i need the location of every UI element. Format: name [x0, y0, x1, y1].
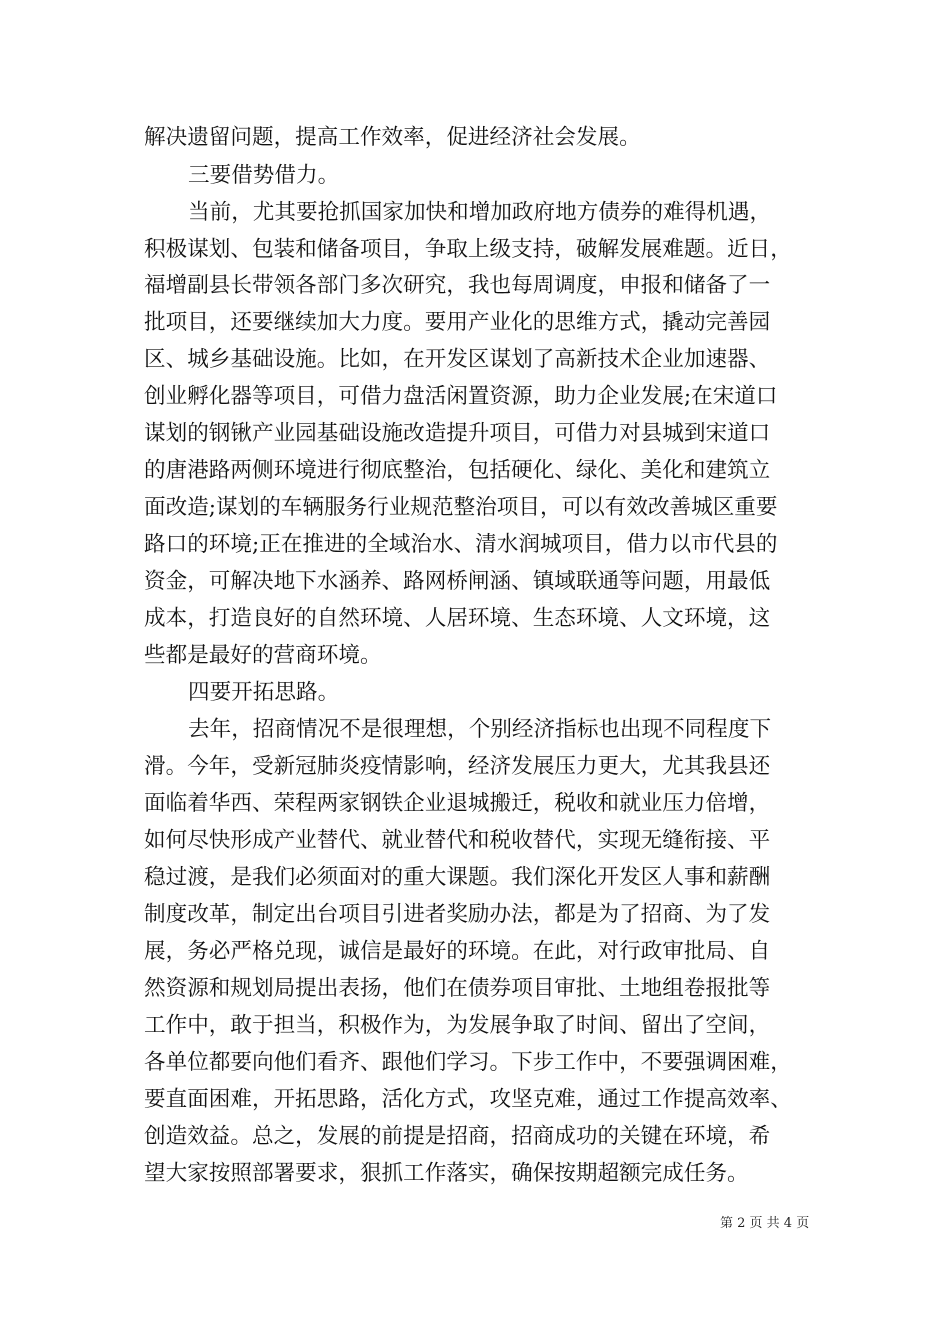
text-line: 当前，尤其要抢抓国家加快和增加政府地方债券的难得机遇， — [188, 200, 772, 225]
text-line: 批项目，还要继续加大力度。要用产业化的思维方式，撬动完善园 — [144, 310, 771, 335]
text-line: 面改造;谋划的车辆服务行业规范整治项目，可以有效改善城区重要 — [144, 495, 778, 520]
text-line: 展，务必严格兑现，诚信是最好的环境。在此，对行政审批局、自 — [144, 939, 771, 964]
section-heading: 四要开拓思路。 — [188, 680, 340, 705]
text-line: 的唐港路两侧环境进行彻底整治，包括硬化、绿化、美化和建筑立 — [144, 458, 771, 483]
text-line: 面临着华西、荣程两家钢铁企业退城搬迁，税收和就业压力倍增， — [144, 791, 771, 816]
text-line: 些都是最好的营商环境。 — [144, 643, 382, 668]
text-line: 资金，可解决地下水涵养、路网桥闸涵、镇域联通等问题，用最低 — [144, 569, 771, 594]
text-line: 福增副县长带领各部门多次研究，我也每周调度，申报和储备了一 — [144, 273, 771, 298]
page-number: 第 2 页 共 4 页 — [720, 1216, 810, 1231]
text-line: 各单位都要向他们看齐、跟他们学习。下步工作中，不要强调困难， — [144, 1050, 792, 1075]
text-line: 滑。今年，受新冠肺炎疫情影响，经济发展压力更大，尤其我县还 — [144, 754, 771, 779]
text-line: 创业孵化器等项目，可借力盘活闲置资源，助力企业发展;在宋道口 — [144, 384, 778, 409]
text-line: 望大家按照部署要求，狠抓工作落实，确保按期超额完成任务。 — [144, 1161, 749, 1186]
text-line: 成本，打造良好的自然环境、人居环境、生态环境、人文环境，这 — [144, 606, 771, 631]
text-line: 要直面困难，开拓思路，活化方式，攻坚克难，通过工作提高效率、 — [144, 1087, 792, 1112]
section-heading: 三要借势借力。 — [188, 163, 340, 188]
text-line: 去年，招商情况不是很理想，个别经济指标也出现不同程度下 — [188, 717, 772, 742]
text-line: 制度改革，制定出台项目引进者奖励办法，都是为了招商、为了发 — [144, 902, 771, 927]
text-line: 创造效益。总之，发展的前提是招商，招商成功的关键在环境，希 — [144, 1124, 771, 1149]
text-line: 如何尽快形成产业替代、就业替代和税收替代，实现无缝衔接、平 — [144, 828, 771, 853]
text-line: 然资源和规划局提出表扬，他们在债券项目审批、土地组卷报批等 — [144, 976, 771, 1001]
text-line: 路口的环境;正在推进的全域治水、清水润城项目，借力以市代县的 — [144, 532, 778, 557]
text-line: 稳过渡，是我们必须面对的重大课题。我们深化开发区人事和薪酬 — [144, 865, 771, 890]
text-line: 解决遗留问题，提高工作效率，促进经济社会发展。 — [144, 125, 641, 150]
text-line: 谋划的钢锹产业园基础设施改造提升项目，可借力对县城到宋道口 — [144, 421, 771, 446]
text-line: 工作中，敢于担当，积极作为，为发展争取了时间、留出了空间， — [144, 1013, 771, 1038]
text-line: 区、城乡基础设施。比如，在开发区谋划了高新技术企业加速器、 — [144, 347, 771, 372]
text-line: 积极谋划、包装和储备项目，争取上级支持，破解发展难题。近日， — [144, 237, 792, 262]
